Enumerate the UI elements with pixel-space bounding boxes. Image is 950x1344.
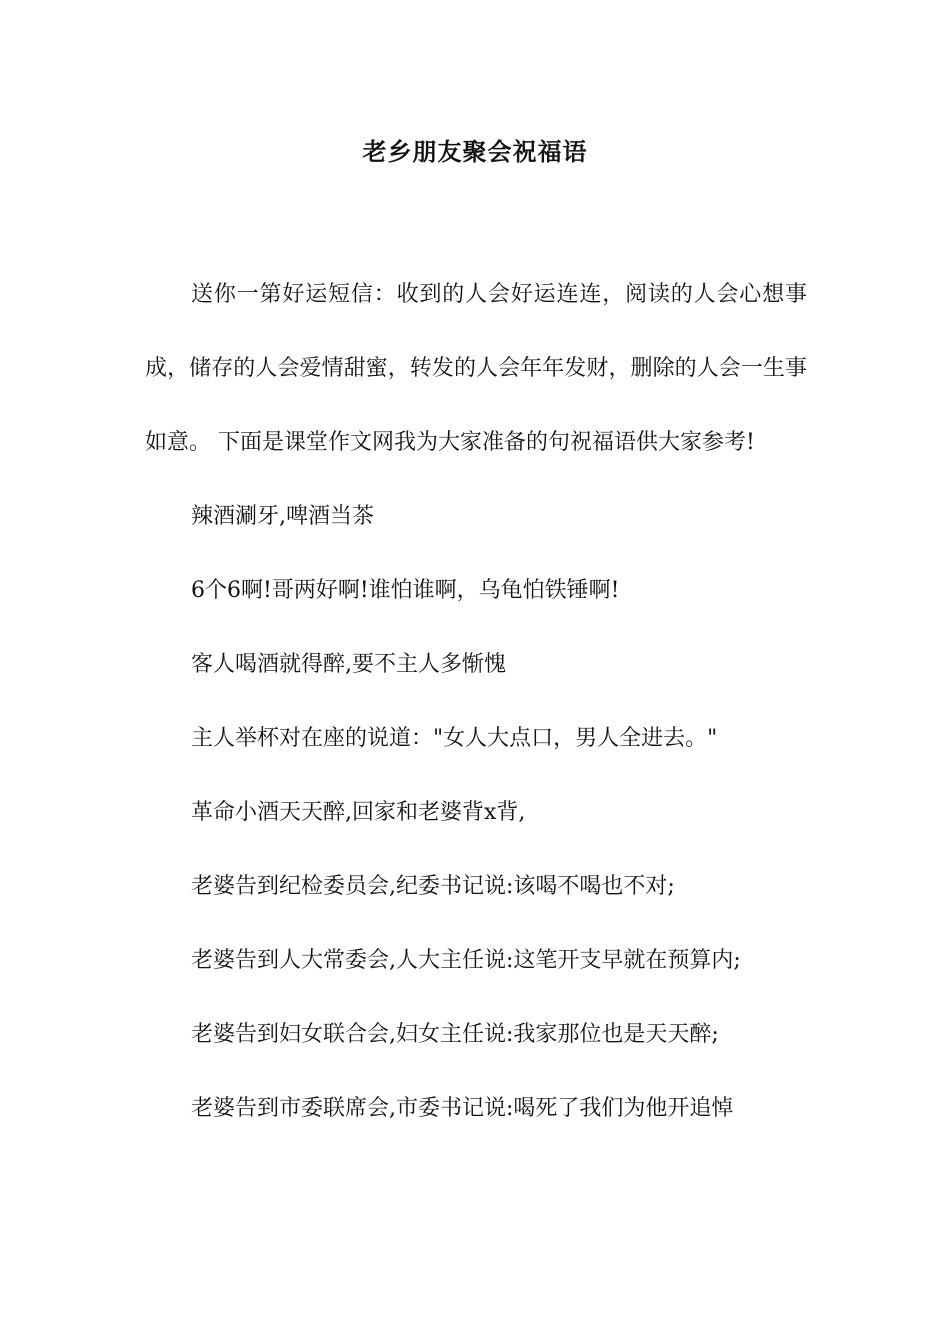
intro-paragraph: 送你一第好运短信：收到的人会好运连连，阅读的人会心想事成，储存的人会爱情甜蜜，转发的人会年年发财，删除的人会一生事如意。 下面是课堂作文网我为大家准备的句祝福语供大家参考!: [145, 282, 807, 455]
document-body: [145, 258, 807, 1146]
document-title: 老乡朋友聚会祝福语: [362, 137, 588, 166]
text-line-5: 革命小酒天天醉,回家和老婆背x背,: [191, 800, 526, 825]
text-line-6: 老婆告到纪检委员会,纪委书记说:该喝不喝也不对;: [191, 874, 675, 899]
text-line-1: 辣酒涮牙,啤酒当茶: [191, 504, 374, 529]
text-line-7: 老婆告到人大常委会,人大主任说:这笔开支早就在预算内;: [191, 948, 741, 973]
text-line-4: 主人举杯对在座的说道："女人大点口，男人全进去。": [191, 726, 718, 751]
text-line-2: 6个6啊!哥两好啊!谁怕谁啊，乌龟怕铁锤啊!: [191, 578, 620, 603]
text-line-9: 老婆告到市委联席会,市委书记说:喝死了我们为他开追悼: [191, 1096, 734, 1121]
text-line-3: 客人喝酒就得醉,要不主人多惭愧: [191, 652, 506, 677]
text-line-8: 老婆告到妇女联合会,妇女主任说:我家那位也是天天醉;: [191, 1022, 719, 1047]
